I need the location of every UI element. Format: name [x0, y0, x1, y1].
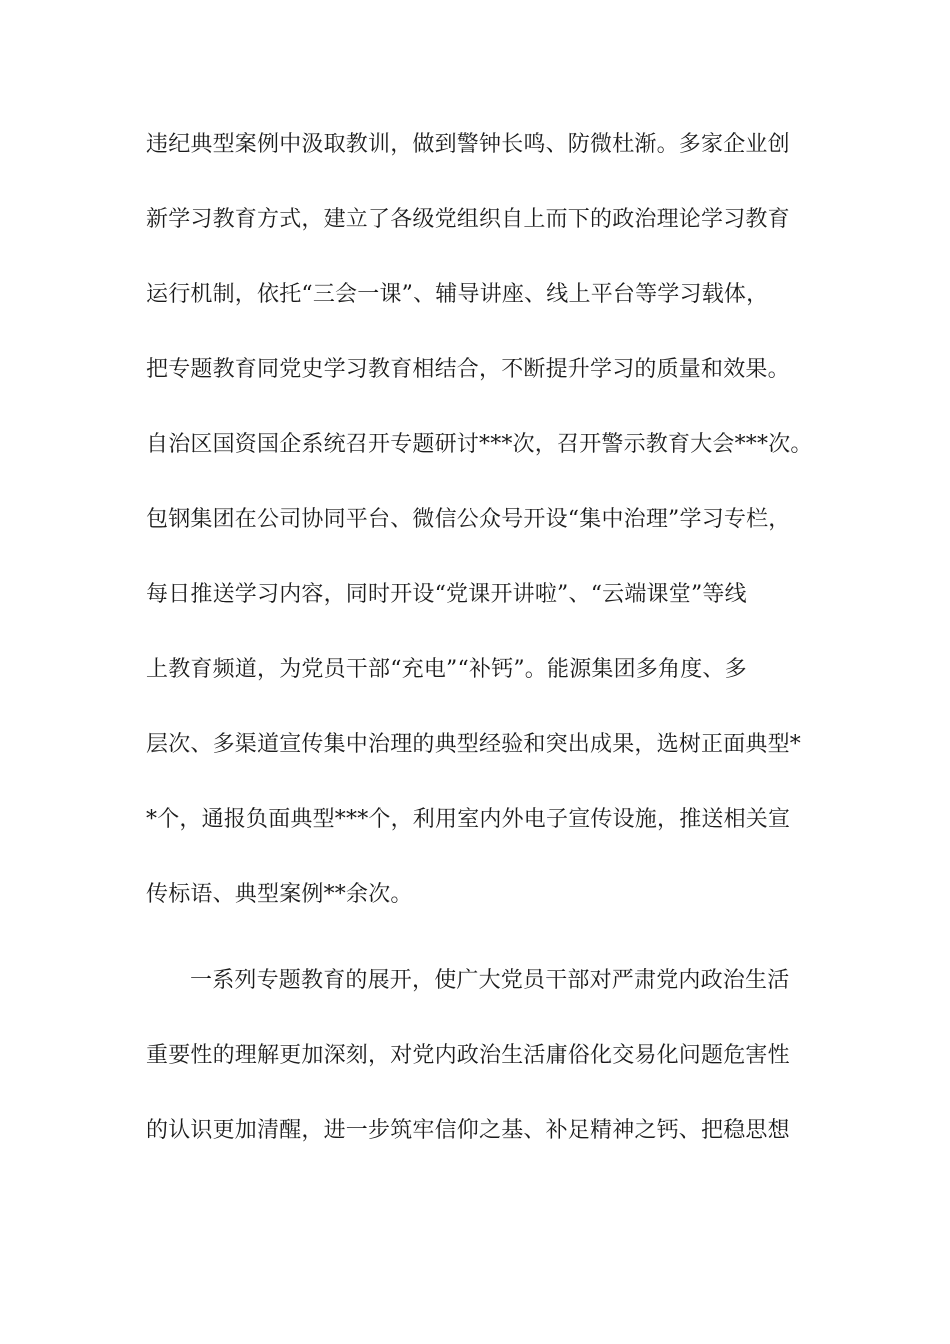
- text-line: 违纪典型案例中汲取教训，做到警钟长鸣、防微杜渐。多家企业创: [146, 132, 790, 157]
- text-line: 重要性的理解更加深刻，对党内政治生活庸俗化交易化问题危害性: [146, 1043, 790, 1068]
- text-line: 层次、多渠道宣传集中治理的典型经验和突出成果，选树正面典型*: [146, 732, 802, 757]
- text-line: 上教育频道，为党员干部“充电”“补钙”。能源集团多角度、多: [146, 657, 747, 682]
- text-line: *个，通报负面典型***个，利用室内外电子宣传设施，推送相关宣: [146, 807, 791, 832]
- text-line: 包钢集团在公司协同平台、微信公众号开设“集中治理”学习专栏，: [146, 507, 791, 532]
- text-line: 新学习教育方式，建立了各级党组织自上而下的政治理论学习教育: [146, 207, 790, 232]
- text-line: 自治区国资国企系统召开专题研讨***次，召开警示教育大会***次。: [146, 432, 813, 457]
- text-line: 的认识更加清醒，进一步筑牢信仰之基、补足精神之钙、把稳思想: [146, 1118, 790, 1143]
- text-line: 把专题教育同党史学习教育相结合，不断提升学习的质量和效果。: [146, 357, 790, 382]
- text-line: 传标语、典型案例**余次。: [146, 882, 413, 907]
- text-line: 一系列专题教育的展开，使广大党员干部对严肃党内政治生活: [190, 968, 790, 993]
- text-line: 运行机制，依托“三会一课”、辅导讲座、线上平台等学习载体，: [146, 282, 769, 307]
- text-line: 每日推送学习内容，同时开设“党课开讲啦”、“云端课堂”等线: [146, 582, 747, 607]
